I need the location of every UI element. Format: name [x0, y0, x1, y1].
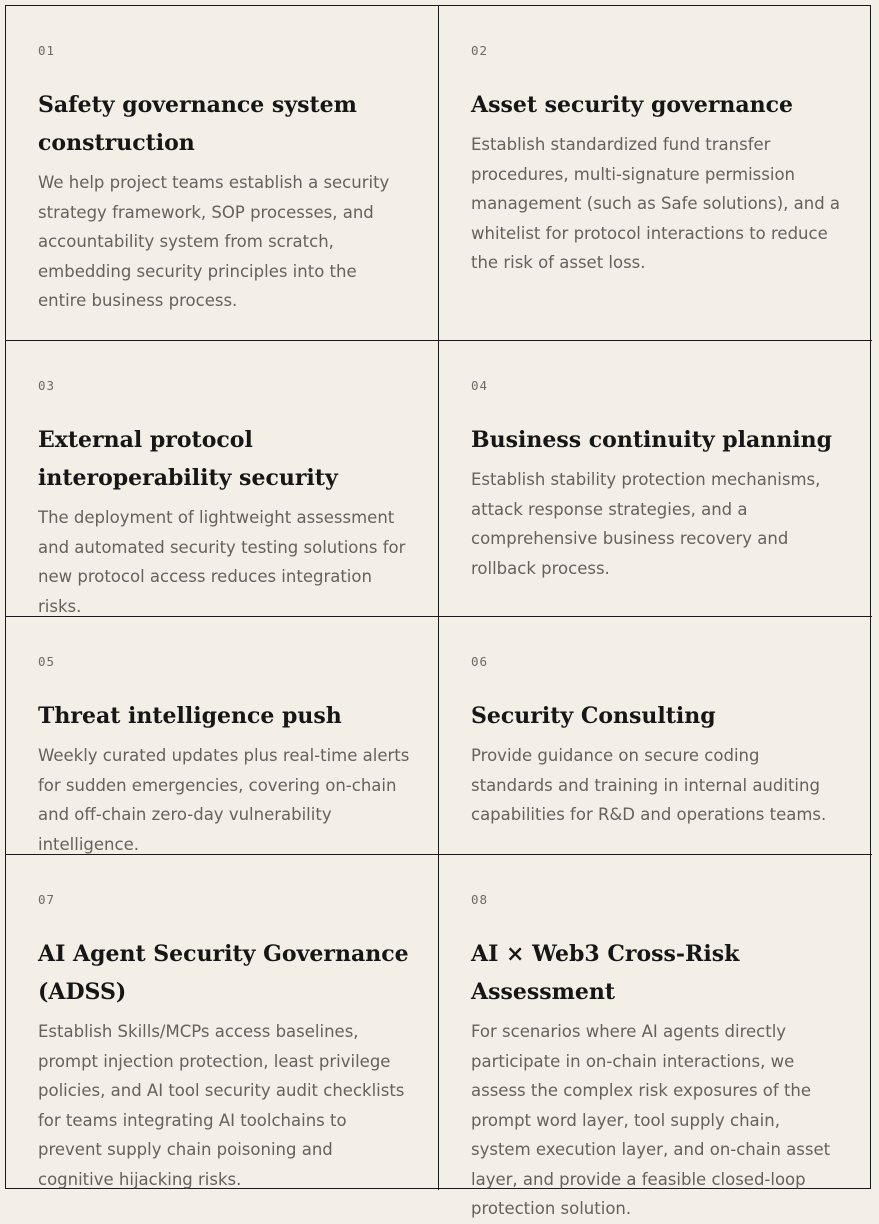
card-description: We help project teams establish a security strategy framework, SOP processes, and accountability system from scratch, embedding security principles into the entire business process.: [38, 173, 390, 310]
card-number: 06: [471, 654, 489, 669]
card-number: 08: [471, 892, 489, 907]
card-title: Business continuity planning: [471, 427, 833, 453]
service-card-asset-security: [439, 6, 872, 341]
card-title: Safety governance system construction: [38, 92, 357, 156]
card-description: Provide guidance on secure coding standards and training in internal auditing capabilities for R&D and operations teams.: [471, 746, 827, 824]
card-title: Threat intelligence push: [38, 703, 342, 729]
card-description: Weekly curated updates plus real-time alerts for sudden emergencies, covering on-chain and off-chain zero-day vulnerability intelligence.: [38, 746, 410, 854]
service-card-protocol-interoperability: [6, 341, 439, 617]
card-title: AI Agent Security Governance (ADSS): [38, 941, 409, 1005]
service-card-threat-intelligence: [6, 617, 439, 855]
service-card-safety-governance: [6, 6, 439, 341]
services-grid: [5, 5, 871, 1218]
card-description: Establish stability protection mechanisms, attack response strategies, and a comprehensive business recovery and rollback process.: [471, 470, 821, 578]
card-number: 03: [38, 378, 56, 393]
card-number: 05: [38, 654, 56, 669]
card-title: Asset security governance: [471, 92, 794, 118]
card-description: The deployment of lightweight assessment and automated security testing solutions for new protocol access reduces integration risks.: [38, 508, 406, 616]
card-number: 01: [38, 43, 56, 58]
card-number: 02: [471, 43, 489, 58]
card-description: Establish Skills/MCPs access baselines, prompt injection protection, least privilege policies, and AI tool security audit checklists for teams integrating AI toolchains to prevent supply chain poisoning and cognitive hijacking risks.: [38, 1022, 405, 1189]
card-title: External protocol interoperability security: [38, 427, 338, 491]
card-title: Security Consulting: [471, 703, 716, 729]
service-card-business-continuity: [439, 341, 872, 617]
card-number: 04: [471, 378, 489, 393]
service-card-ai-agent-governance: [6, 855, 439, 1190]
card-description: For scenarios where AI agents directly participate in on-chain interactions, we assess the complex risk exposures of the prompt word layer, tool supply chain, system execution layer, and on-chain asset layer, and provide a feasible closed-loop protection solution.: [471, 1022, 831, 1218]
card-title: AI × Web3 Cross-Risk Assessment: [471, 941, 740, 1005]
service-card-ai-web3-risk: [439, 855, 872, 1218]
service-card-security-consulting: [439, 617, 872, 855]
card-number: 07: [38, 892, 56, 907]
card-description: Establish standardized fund transfer procedures, multi-signature permission management (such as Safe solutions), and a whitelist for protocol interactions to reduce the risk of asset loss.: [471, 135, 841, 272]
